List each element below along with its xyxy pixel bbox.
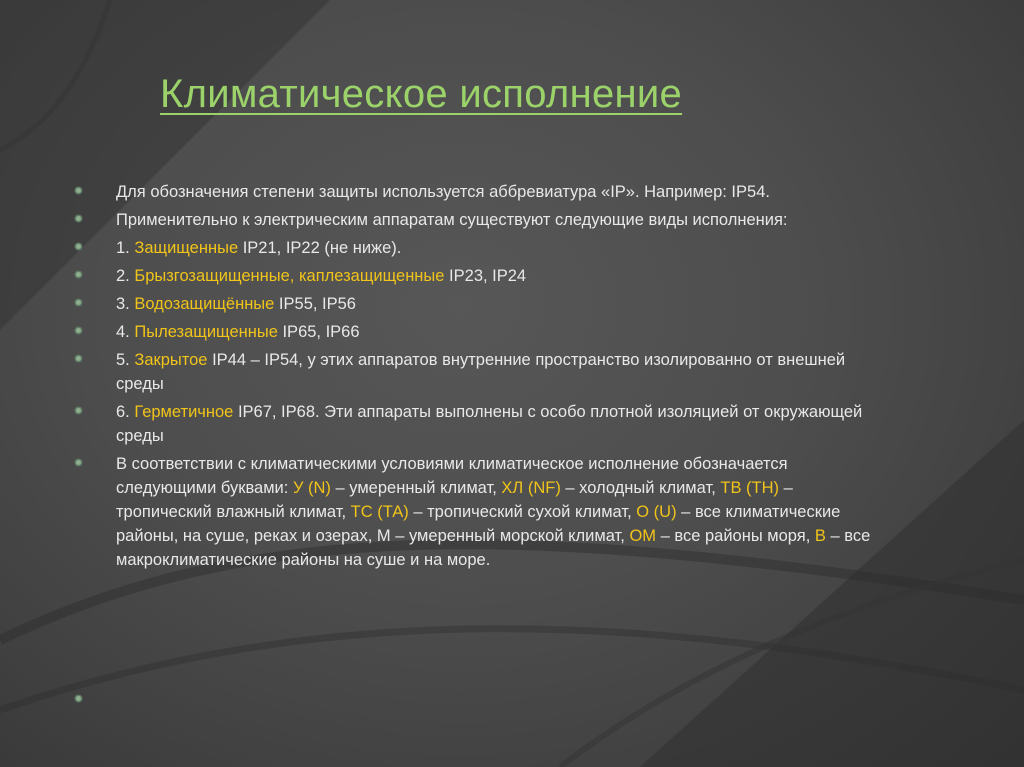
bullet-item-hermetic: 6. Герметичное IP67, IP68. Эти аппараты выполнены с особо плотной изоляцией от окружающей среды xyxy=(116,400,886,448)
bullet-dot-icon xyxy=(76,460,81,465)
bullet-dot-icon xyxy=(76,188,81,193)
bullet-item-closed: 5. Закрытое IP44 – IP54, у этих аппаратов внутренние пространство изолированно от внешней среды xyxy=(116,348,886,396)
bullet-dot-icon xyxy=(76,696,81,701)
bullet-item-water-proof: 3. Водозащищённые IP55, IP56 xyxy=(116,292,886,316)
bullet-item-splash-proof: 2. Брызгозащищенные, каплезащищенные IP23, IP24 xyxy=(116,264,886,288)
climate-code-hl: ХЛ (NF) xyxy=(501,479,561,497)
bullet-item-dust-proof: 4. Пылезащищенные IP65, IP66 xyxy=(116,320,886,344)
bullet-dot-icon xyxy=(76,272,81,277)
bullet-dot-icon xyxy=(76,300,81,305)
highlight-term: Водозащищённые xyxy=(134,295,275,313)
highlight-term: Герметичное xyxy=(134,403,234,421)
climate-code-o: О (U) xyxy=(636,503,677,521)
highlight-term: Защищенные xyxy=(134,239,239,257)
climate-code-tv: ТВ (ТН) xyxy=(720,479,780,497)
slide-title: Климатическое исполнение xyxy=(160,72,683,116)
bullet-item-climate-letters: В соответствии с климатическими условиями климатическое исполнение обозначается следующими буквами: У (N) – умеренный климат, ХЛ (NF) – холодный климат, ТВ (ТН) – тропический влажный климат, ТС (ТА) – тропический сухой климат, О (U) – все климатические районы, на суше, реках и озерах, М – умеренный морской климат, ОМ – все районы моря, В – все макроклиматические районы на суше и на море. xyxy=(116,452,886,572)
bullet-item-ip-abbreviation: Для обозначения степени защиты используется аббревиатура «IP». Например: IP54. xyxy=(116,180,886,204)
climate-code-ts: ТС (ТА) xyxy=(350,503,409,521)
bullet-item-empty xyxy=(116,688,126,708)
bullet-dot-icon xyxy=(76,328,81,333)
climate-code-om: ОМ xyxy=(629,527,657,545)
bullet-dot-icon xyxy=(76,244,81,249)
climate-code-v: В xyxy=(814,527,826,545)
climate-code-u: У (N) xyxy=(292,479,331,497)
highlight-term: Брызгозащищенные, каплезащищенные xyxy=(134,267,445,285)
bullet-dot-icon xyxy=(76,216,81,221)
bullet-item-protected: 1. Защищенные IP21, IP22 (не ниже). xyxy=(116,236,886,260)
bullet-item-types-intro: Применительно к электрическим аппаратам существуют следующие виды исполнения: xyxy=(116,208,886,232)
highlight-term: Закрытое xyxy=(134,351,208,369)
bullet-dot-icon xyxy=(76,356,81,361)
highlight-term: Пылезащищенные xyxy=(134,323,278,341)
bullet-dot-icon xyxy=(76,408,81,413)
bullet-list xyxy=(116,180,886,576)
